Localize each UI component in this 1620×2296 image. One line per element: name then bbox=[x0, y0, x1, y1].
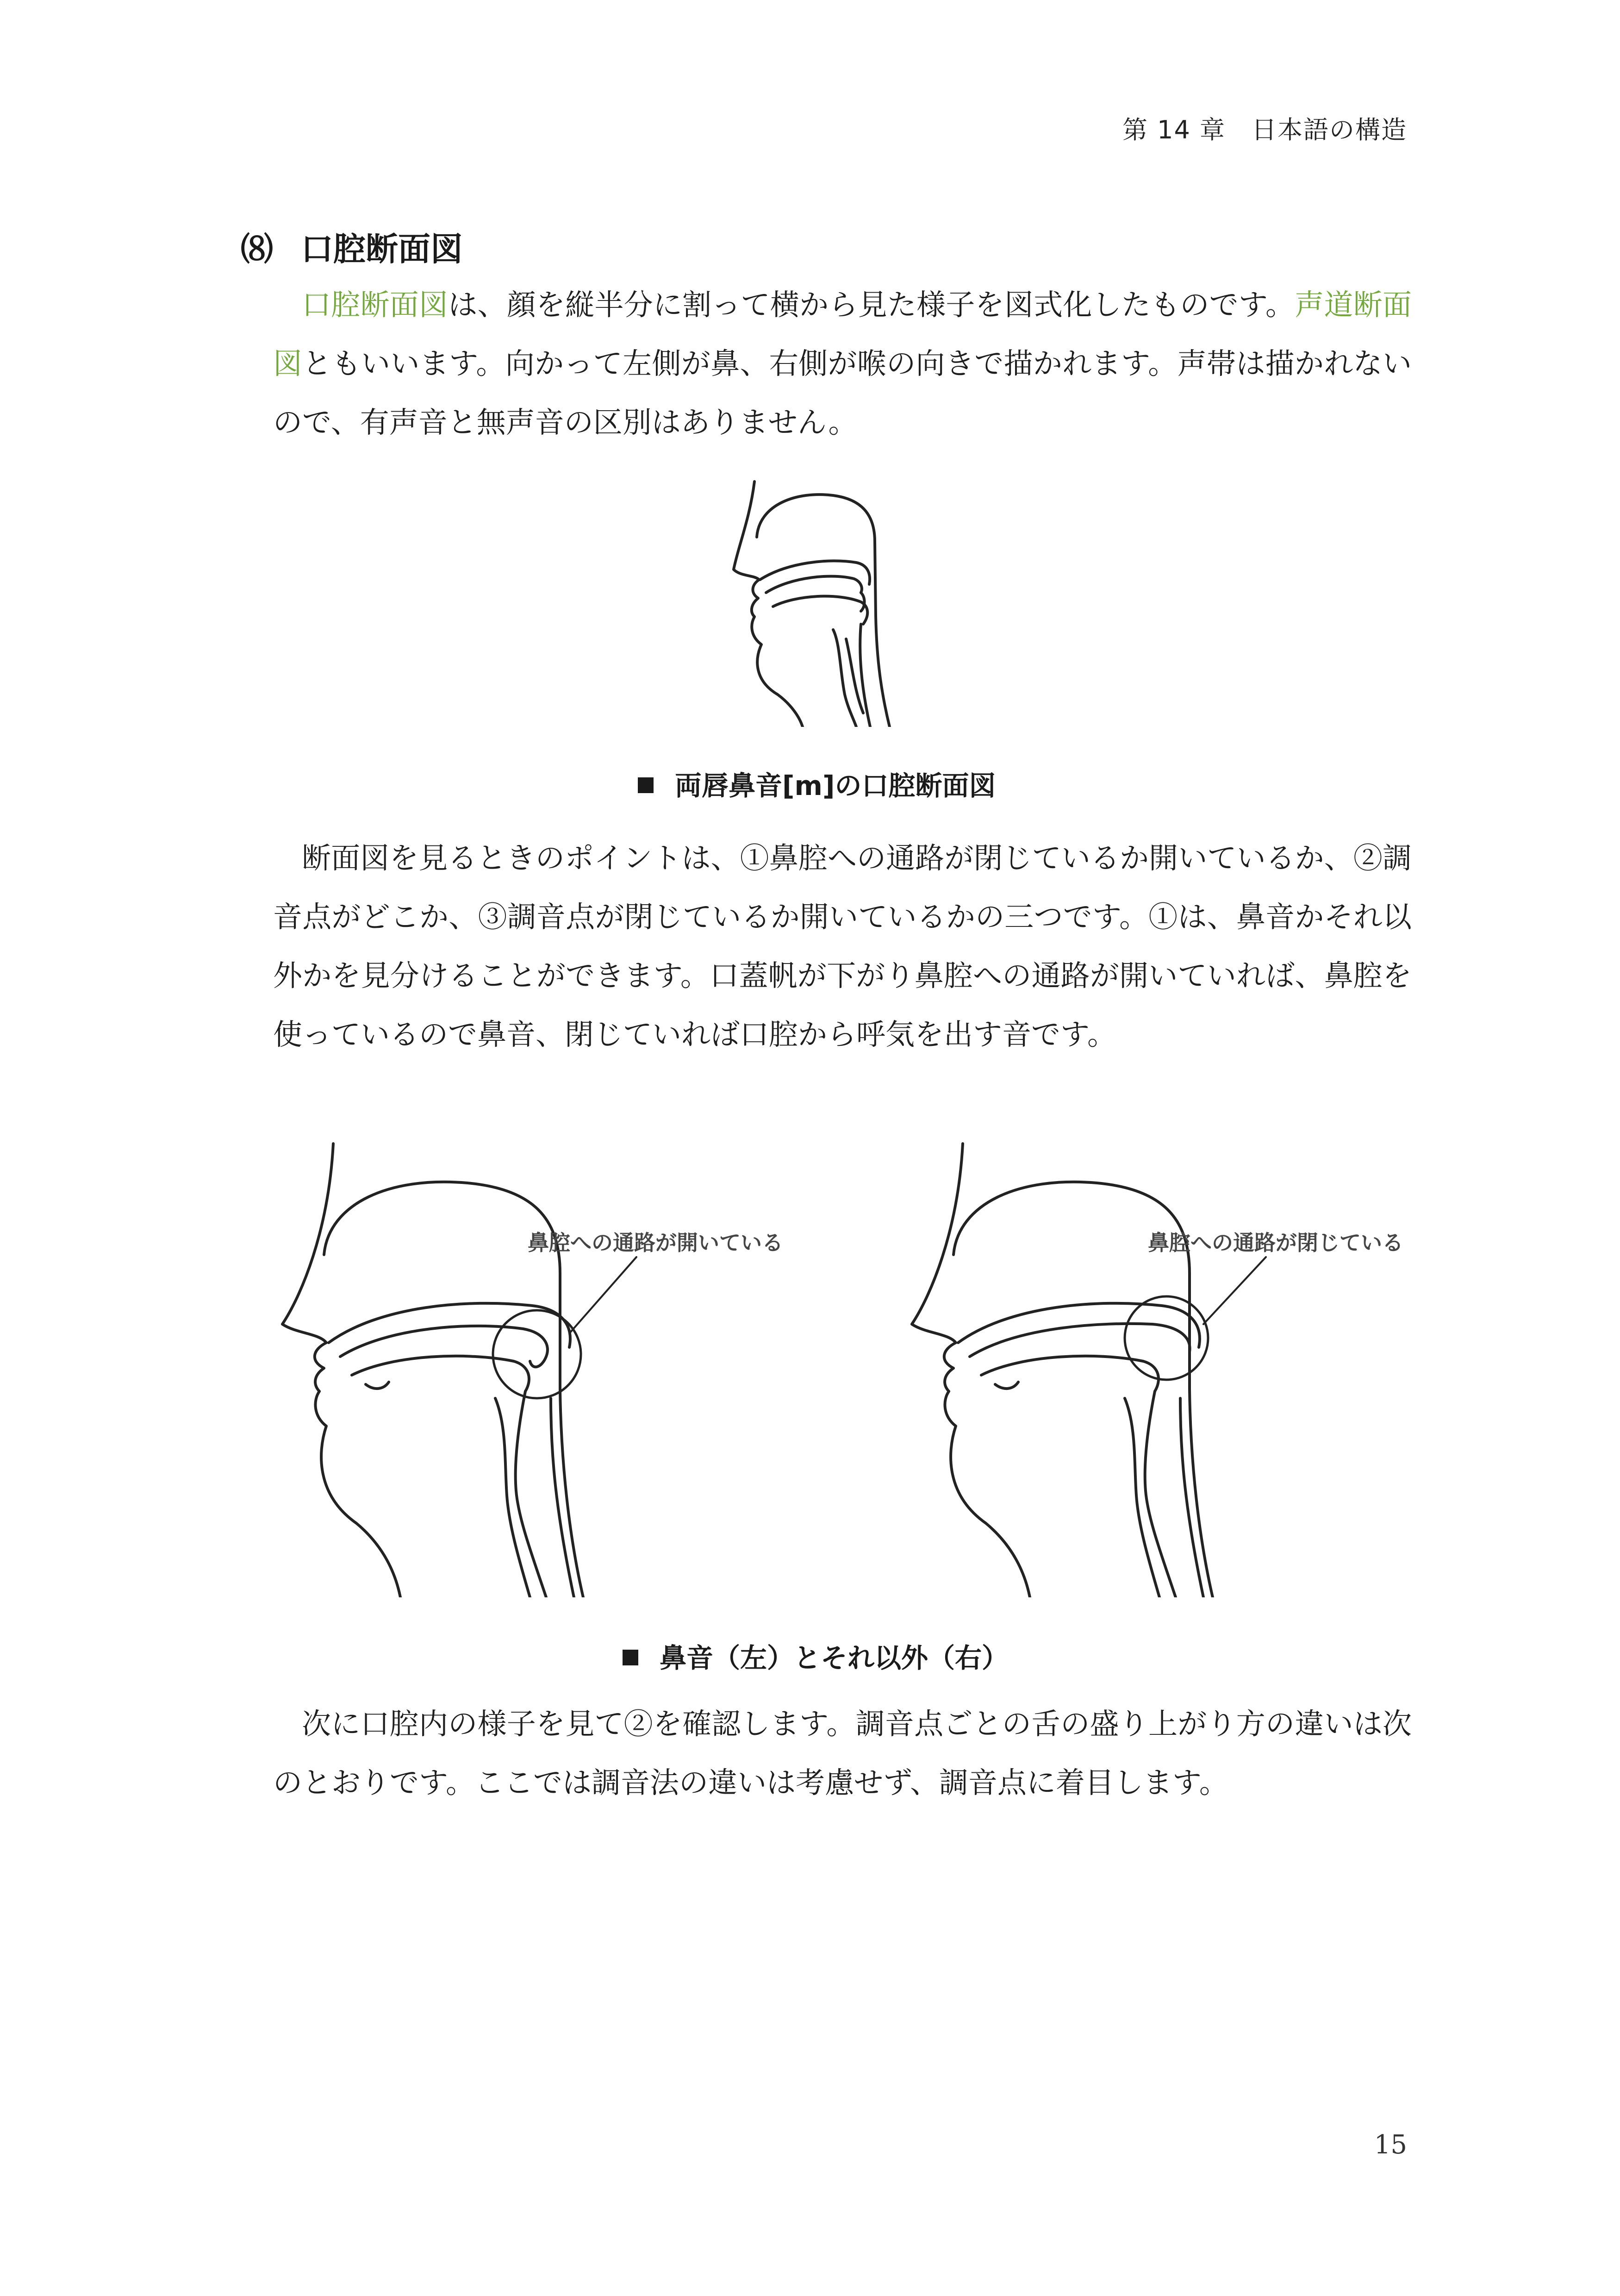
figure-nasal-closed-diagram bbox=[903, 1139, 1439, 1597]
paragraph-intro-text-2: ともいいます。向かって左側が鼻、右側が喉の向きで描かれます。声帯は描かれないので、有声音と無声音の区別はありません。 bbox=[273, 347, 1412, 439]
paragraph-intro-text-1: は、顔を縦半分に割って横から見た様子を図式化したものです。 bbox=[448, 288, 1295, 322]
section-number: ⑻ bbox=[241, 230, 273, 268]
caption-2-text: 鼻音（左）とそれ以外（右） bbox=[660, 1642, 1009, 1674]
paragraph-intro bbox=[273, 275, 1412, 452]
caption-bullet-icon bbox=[623, 1650, 638, 1665]
figure-bilabial-nasal-diagram bbox=[722, 477, 916, 727]
figure-nasal-open-diagram bbox=[273, 1139, 852, 1597]
annotation-nasal-open: 鼻腔への通路が開いている bbox=[528, 1230, 783, 1255]
section-title: 口腔断面図 bbox=[301, 230, 463, 268]
paragraph-points: 断面図を見るときのポイントは、①鼻腔への通路が閉じているか開いているか、②調音点がどこか、③調音点が閉じているか開いているかの三つです。①は、鼻音かそれ以外かを見分けることができます。口蓋帆が下がり鼻腔への通路が開いていれば、鼻腔を使っているので鼻音、閉じていれば口腔から呼気を出す音です。 bbox=[273, 841, 1412, 1051]
annotation-nasal-closed: 鼻腔への通路が閉じている bbox=[1148, 1230, 1403, 1255]
section-heading bbox=[241, 223, 463, 270]
paragraph-next-step: 次に口腔内の様子を見て②を確認します。調音点ごとの舌の盛り上がり方の違いは次のとおりです。ここでは調音法の違いは考慮せず、調音点に着目します。 bbox=[273, 1707, 1412, 1800]
figure-caption-2 bbox=[623, 1636, 1009, 1675]
term-vocal-tract-cross-section: 声道断面図 bbox=[273, 288, 1412, 381]
running-header: 第 14 章 日本語の構造 bbox=[1122, 115, 1407, 144]
figure-caption-1 bbox=[638, 764, 996, 803]
caption-bullet-icon bbox=[638, 777, 654, 793]
term-oral-cross-section: 口腔断面図 bbox=[302, 288, 449, 322]
caption-1-text: 両唇鼻音[m]の口腔断面図 bbox=[675, 770, 996, 801]
page-number: 15 bbox=[1374, 2130, 1407, 2160]
